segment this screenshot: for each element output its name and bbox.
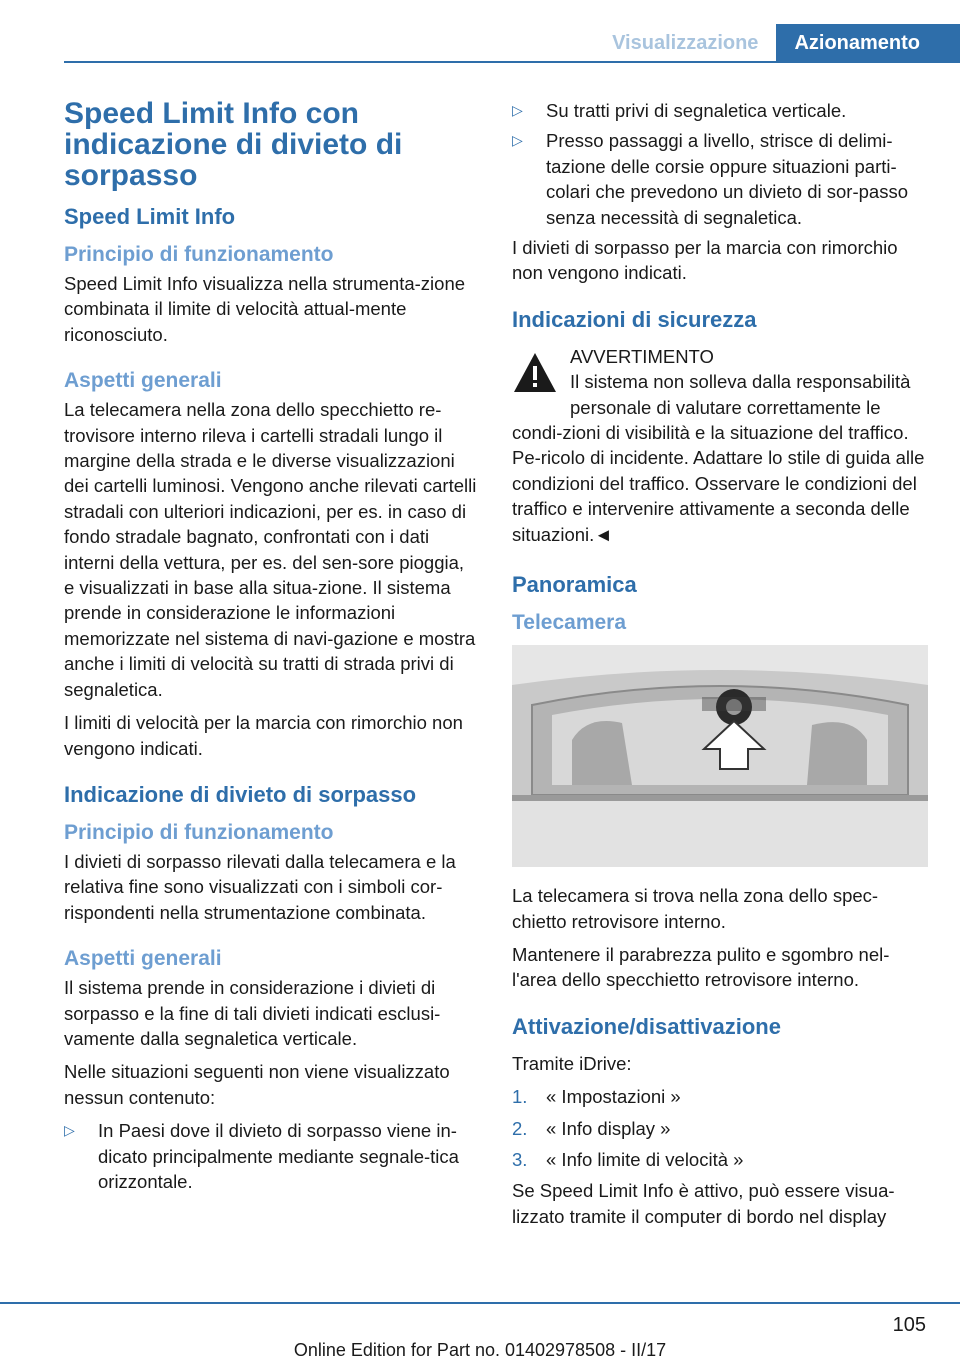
triangle-bullet-icon: ▷ (512, 102, 523, 118)
subheading-principle: Principio di funzionamento (64, 820, 334, 844)
section-tabs (594, 24, 960, 62)
step-number: 2. (512, 1117, 528, 1139)
right-column (512, 98, 928, 1237)
tab-visualizzazione[interactable]: Visualizzazione (594, 24, 776, 62)
paragraph: I divieti di sorpasso rilevati dalla telecamera e la relativa fine sono visualizzati con i simboli cor‐rispondenti nella strumentazione combinata. (64, 850, 456, 923)
paragraph: Il sistema prende in considerazione i divieti di sorpasso e la fine di tali divieti indicati esclusi‐vamente dalla segnaletica verticale. (64, 977, 441, 1049)
section-heading-speed-limit-info: Speed Limit Info (64, 204, 236, 229)
left-column (64, 98, 479, 1199)
step-list (512, 1084, 928, 1172)
triangle-bullet-icon: ▷ (64, 1122, 75, 1139)
list-item (512, 1116, 928, 1141)
tab-azionamento[interactable]: Azionamento (776, 24, 960, 62)
step-text: « Impostazioni » (546, 1086, 681, 1108)
paragraph: Mantenere il parabrezza pulito e sgombro nel‐l'area dello specchietto retrovisore interno. (512, 943, 890, 991)
list-item (512, 98, 928, 123)
page-title: Speed Limit Info con indicazione di divieto di sorpasso (64, 97, 403, 192)
step-number: 3. (512, 1148, 528, 1170)
section-heading-no-overtaking: Indicazione di divieto di sorpasso (64, 781, 417, 807)
section-heading-overview: Panoramica (512, 572, 637, 598)
list-item-text: Presso passaggi a livello, strisce di delimi‐tazione delle corsie oppure situazioni parti‐colari che prevedono un divieto di sor‐passo senza necessità di segnaletica. (546, 130, 908, 228)
paragraph: Nelle situazioni seguenti non viene visualizzato nessun contenuto: (64, 1061, 450, 1108)
section-heading-safety: Indicazioni di sicurezza (512, 306, 757, 332)
paragraph: La telecamera nella zona dello specchietto re‐trovisore interno rileva i cartelli stradali lungo il margine della strada e le diverse visualizzazioni dei cartelli luminosi. Vengono anche rilevati cartelli stradali con ulteriori indicazioni, per es. in caso di fondo stradale bagnato, confrontati con i dati interni della vettura, per es. del sen‐sore pioggia, e visualizzati in base alla situa‐zione. Il sistema prende in considerazione le informazioni memorizzate nel sistema di navi‐gazione e mostra anche i limiti di velocità su tratti di strada privi di segnaletica. (64, 399, 477, 700)
step-text: « Info display » (546, 1117, 671, 1139)
edition-footer: Online Edition for Part no. 01402978508 - II/17 (293, 1340, 667, 1360)
bullet-list (64, 1118, 479, 1194)
header-divider (64, 61, 960, 63)
paragraph: I limiti di velocità per la marcia con rimorchio non vengono indicati. (64, 712, 463, 759)
list-item-text: Su tratti privi di segnaletica verticale. (546, 100, 847, 121)
footer-divider (0, 1302, 960, 1304)
paragraph: I divieti di sorpasso per la marcia con rimorchio non vengono indicati. (512, 237, 898, 284)
paragraph: La telecamera si trova nella zona dello spec‐chietto retrovisore interno. (512, 885, 879, 932)
list-item (512, 128, 928, 230)
warning-box (512, 344, 928, 547)
section-heading-activation: Attivazione/disattivazione (512, 1013, 781, 1039)
step-number: 1. (512, 1086, 528, 1108)
triangle-bullet-icon: ▷ (512, 132, 523, 149)
step-text: « Info limite di velocità » (546, 1148, 744, 1170)
page-number: 105 (892, 1314, 926, 1336)
camera-windshield-image (512, 645, 928, 867)
subheading-camera: Telecamera (512, 611, 627, 635)
warning-text: Il sistema non solleva dalla responsabilità personale di valutare correttamente le condi‐zioni di visibilità e la situazione del traffico. Pe‐ricolo di incidente. Adattare lo stile di guida alle condizioni del traffico. Osservare le condizioni del traffico e intervenire attivamente a seconda delle situazioni.◄ (512, 371, 925, 545)
paragraph: Speed Limit Info visualizza nella strumenta‐zione combinata il limite di velocità attual‐mente riconosciuto. (64, 273, 466, 345)
list-item-text: In Paesi dove il divieto di sorpasso viene in‐dicato principalmente mediante segnale‐tica orizzontale. (98, 1120, 459, 1192)
list-item (512, 1084, 928, 1109)
subheading-general: Aspetti generali (64, 369, 222, 393)
subheading-principle: Principio di funzionamento (64, 243, 334, 266)
subheading-general: Aspetti generali (64, 947, 222, 971)
list-item (64, 1118, 479, 1194)
warning-title: AVVERTIMENTO (570, 345, 714, 367)
paragraph: Se Speed Limit Info è attivo, può essere visua‐lizzato tramite il computer di bordo nel display (512, 1180, 895, 1227)
warning-triangle-icon (512, 350, 558, 396)
bullet-list (512, 98, 928, 230)
paragraph: Tramite iDrive: (512, 1052, 632, 1074)
list-item (512, 1147, 928, 1172)
